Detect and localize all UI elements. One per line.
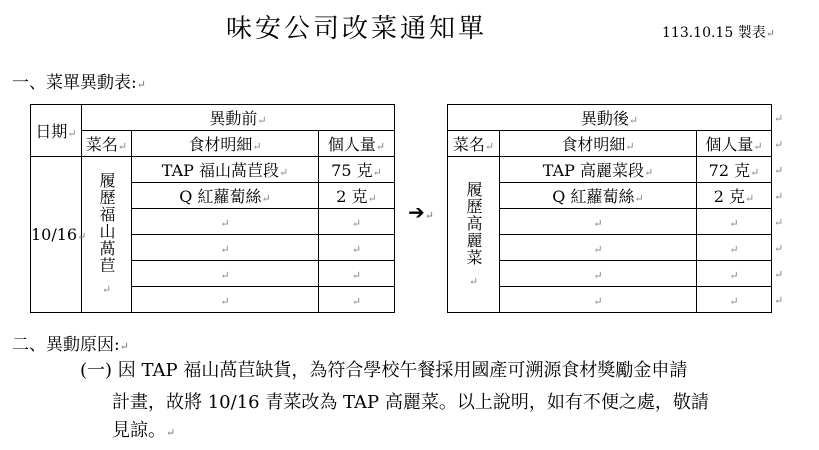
paragraph-mark: ↵ <box>351 295 362 308</box>
ingredient-header <box>132 131 319 157</box>
date-made <box>662 22 775 42</box>
ingredient-value: Q 紅蘿蔔絲 <box>179 187 262 206</box>
qty-value: 2 克 <box>336 187 368 206</box>
paragraph-mark: ↵ <box>745 192 755 205</box>
table-cell <box>132 183 319 209</box>
date-header <box>31 105 82 157</box>
paragraph-mark: ↵ <box>753 140 763 153</box>
paragraph-mark: ↵ <box>351 217 362 230</box>
table-cell <box>697 287 772 313</box>
table-cell <box>500 287 697 313</box>
table-cell <box>319 157 395 183</box>
before-header-text: 異動前 <box>209 109 258 128</box>
row-end-mark: ↵ <box>774 190 784 203</box>
paragraph-mark: ↵ <box>634 192 644 205</box>
paragraph-mark: ↵ <box>117 140 128 153</box>
qty-header-text: 個人量 <box>327 135 376 154</box>
row-end-mark: ↵ <box>774 138 784 151</box>
paragraph-mark: ↵ <box>101 283 112 296</box>
table-cell <box>697 209 772 235</box>
paragraph-mark: ↵ <box>593 243 603 256</box>
paragraph-mark: ↵ <box>257 114 267 127</box>
qty-header <box>319 131 395 157</box>
paragraph-mark: ↵ <box>468 274 479 288</box>
ingredient-header-text: 食材明細 <box>561 135 626 154</box>
table-cell <box>697 261 772 287</box>
table-cell <box>500 157 697 183</box>
paragraph-mark: ↵ <box>729 243 739 256</box>
table-cell <box>132 235 319 261</box>
paragraph-mark: ↵ <box>220 295 230 308</box>
row-end-mark: ↵ <box>774 112 784 125</box>
ingredient-value: Q 紅蘿蔔絲 <box>552 187 635 206</box>
paragraph-mark: ↵ <box>220 217 230 230</box>
table-cell <box>132 287 319 313</box>
ingredient-header-text: 食材明細 <box>188 135 253 154</box>
date-made-text: 113.10.15 製表 <box>662 25 766 41</box>
table-cell <box>132 157 319 183</box>
table-cell <box>132 209 319 235</box>
row-end-mark: ↵ <box>774 242 784 255</box>
table-cell <box>500 261 697 287</box>
table-cell <box>319 261 395 287</box>
reason-line-3-text: 見諒。 <box>112 420 166 441</box>
reason-line-3 <box>112 416 175 442</box>
before-table <box>30 104 395 313</box>
reason-line-2: 計畫，故將 10/16 青菜改為 TAP 高麗菜。以上說明，如有不便之處，敬請 <box>112 392 709 413</box>
table-cell <box>500 209 697 235</box>
after-header-text: 異動後 <box>580 109 629 128</box>
ingredient-value: TAP 高麗菜段 <box>542 161 644 180</box>
arrow-right-icon <box>408 200 434 224</box>
paragraph-mark: ↵ <box>220 269 230 282</box>
row-end-mark: ↵ <box>774 268 784 281</box>
paragraph-mark: ↵ <box>166 426 176 439</box>
qty-value: 72 克 <box>708 161 751 180</box>
row-end-mark: ↵ <box>774 216 784 229</box>
date-header-text: 日期 <box>35 122 68 141</box>
paragraph-mark: ↵ <box>77 230 87 243</box>
table-cell <box>319 209 395 235</box>
paragraph-mark: ↵ <box>750 166 760 179</box>
paragraph-mark: ↵ <box>252 140 262 153</box>
row-end-mark: ↵ <box>774 294 784 307</box>
paragraph-mark: ↵ <box>424 209 434 222</box>
table-cell <box>500 235 697 261</box>
table-cell <box>319 183 395 209</box>
table-cell <box>697 235 772 261</box>
document-title: 味安公司改菜通知單 <box>226 14 488 44</box>
qty-header-text: 個人量 <box>705 135 754 154</box>
date-value: 10/16 <box>31 225 78 244</box>
paragraph-mark: ↵ <box>729 269 739 282</box>
dish-header-text: 菜名 <box>452 135 485 154</box>
date-cell <box>31 157 87 313</box>
dish-header <box>448 131 500 157</box>
before-dish-cell <box>82 157 132 313</box>
reason-line-1: (一) 因 TAP 福山萵苣缺貨，為符合學校午餐採用國產可溯源食材獎勵金申請 <box>80 360 688 381</box>
paragraph-mark: ↵ <box>119 340 129 353</box>
paragraph-mark: ↵ <box>279 166 289 179</box>
before-dish-name: 履歷福山萵苣 <box>97 172 116 274</box>
after-dish-cell <box>448 157 500 313</box>
after-table <box>447 104 772 313</box>
paragraph-mark: ↵ <box>729 217 739 230</box>
paragraph-mark: ↵ <box>593 295 603 308</box>
paragraph-mark: ↵ <box>729 295 739 308</box>
table-cell <box>500 183 697 209</box>
row-end-mark: ↵ <box>774 164 784 177</box>
table-cell <box>697 183 772 209</box>
paragraph-mark: ↵ <box>765 27 775 40</box>
table-cell <box>132 261 319 287</box>
paragraph-mark: ↵ <box>625 140 635 153</box>
paragraph-mark: ↵ <box>351 243 362 256</box>
paragraph-mark: ↵ <box>261 192 271 205</box>
paragraph-mark: ↵ <box>367 192 377 205</box>
ingredient-value: TAP 福山萵苣段 <box>161 161 279 180</box>
qty-value: 75 克 <box>331 161 373 180</box>
paragraph-mark: ↵ <box>375 140 386 153</box>
table-cell <box>319 287 395 313</box>
paragraph-mark: ↵ <box>351 269 362 282</box>
paragraph-mark: ↵ <box>593 217 603 230</box>
paragraph-mark: ↵ <box>372 166 382 179</box>
paragraph-mark: ↵ <box>67 127 77 140</box>
section1-heading <box>12 68 146 93</box>
ingredient-header <box>500 131 697 157</box>
section2-heading <box>12 330 129 355</box>
paragraph-mark: ↵ <box>220 243 230 256</box>
table-cell <box>697 157 772 183</box>
paragraph-mark: ↵ <box>644 166 654 179</box>
after-header <box>448 105 772 131</box>
qty-header <box>697 131 772 157</box>
paragraph-mark: ↵ <box>628 114 639 127</box>
section2-heading-text: 二、異動原因: <box>12 335 120 355</box>
dish-header-text: 菜名 <box>85 135 118 154</box>
qty-value: 2 克 <box>713 187 746 206</box>
section1-heading-text: 一、菜單異動表: <box>12 73 137 93</box>
after-dish-name: 履歷高麗菜 <box>464 180 483 266</box>
dish-header <box>82 131 132 157</box>
paragraph-mark: ↵ <box>593 269 603 282</box>
table-cell <box>319 235 395 261</box>
paragraph-mark: ↵ <box>136 78 146 91</box>
before-header <box>82 105 395 131</box>
arrow-glyph: ➔ <box>408 200 425 224</box>
paragraph-mark: ↵ <box>484 140 495 153</box>
